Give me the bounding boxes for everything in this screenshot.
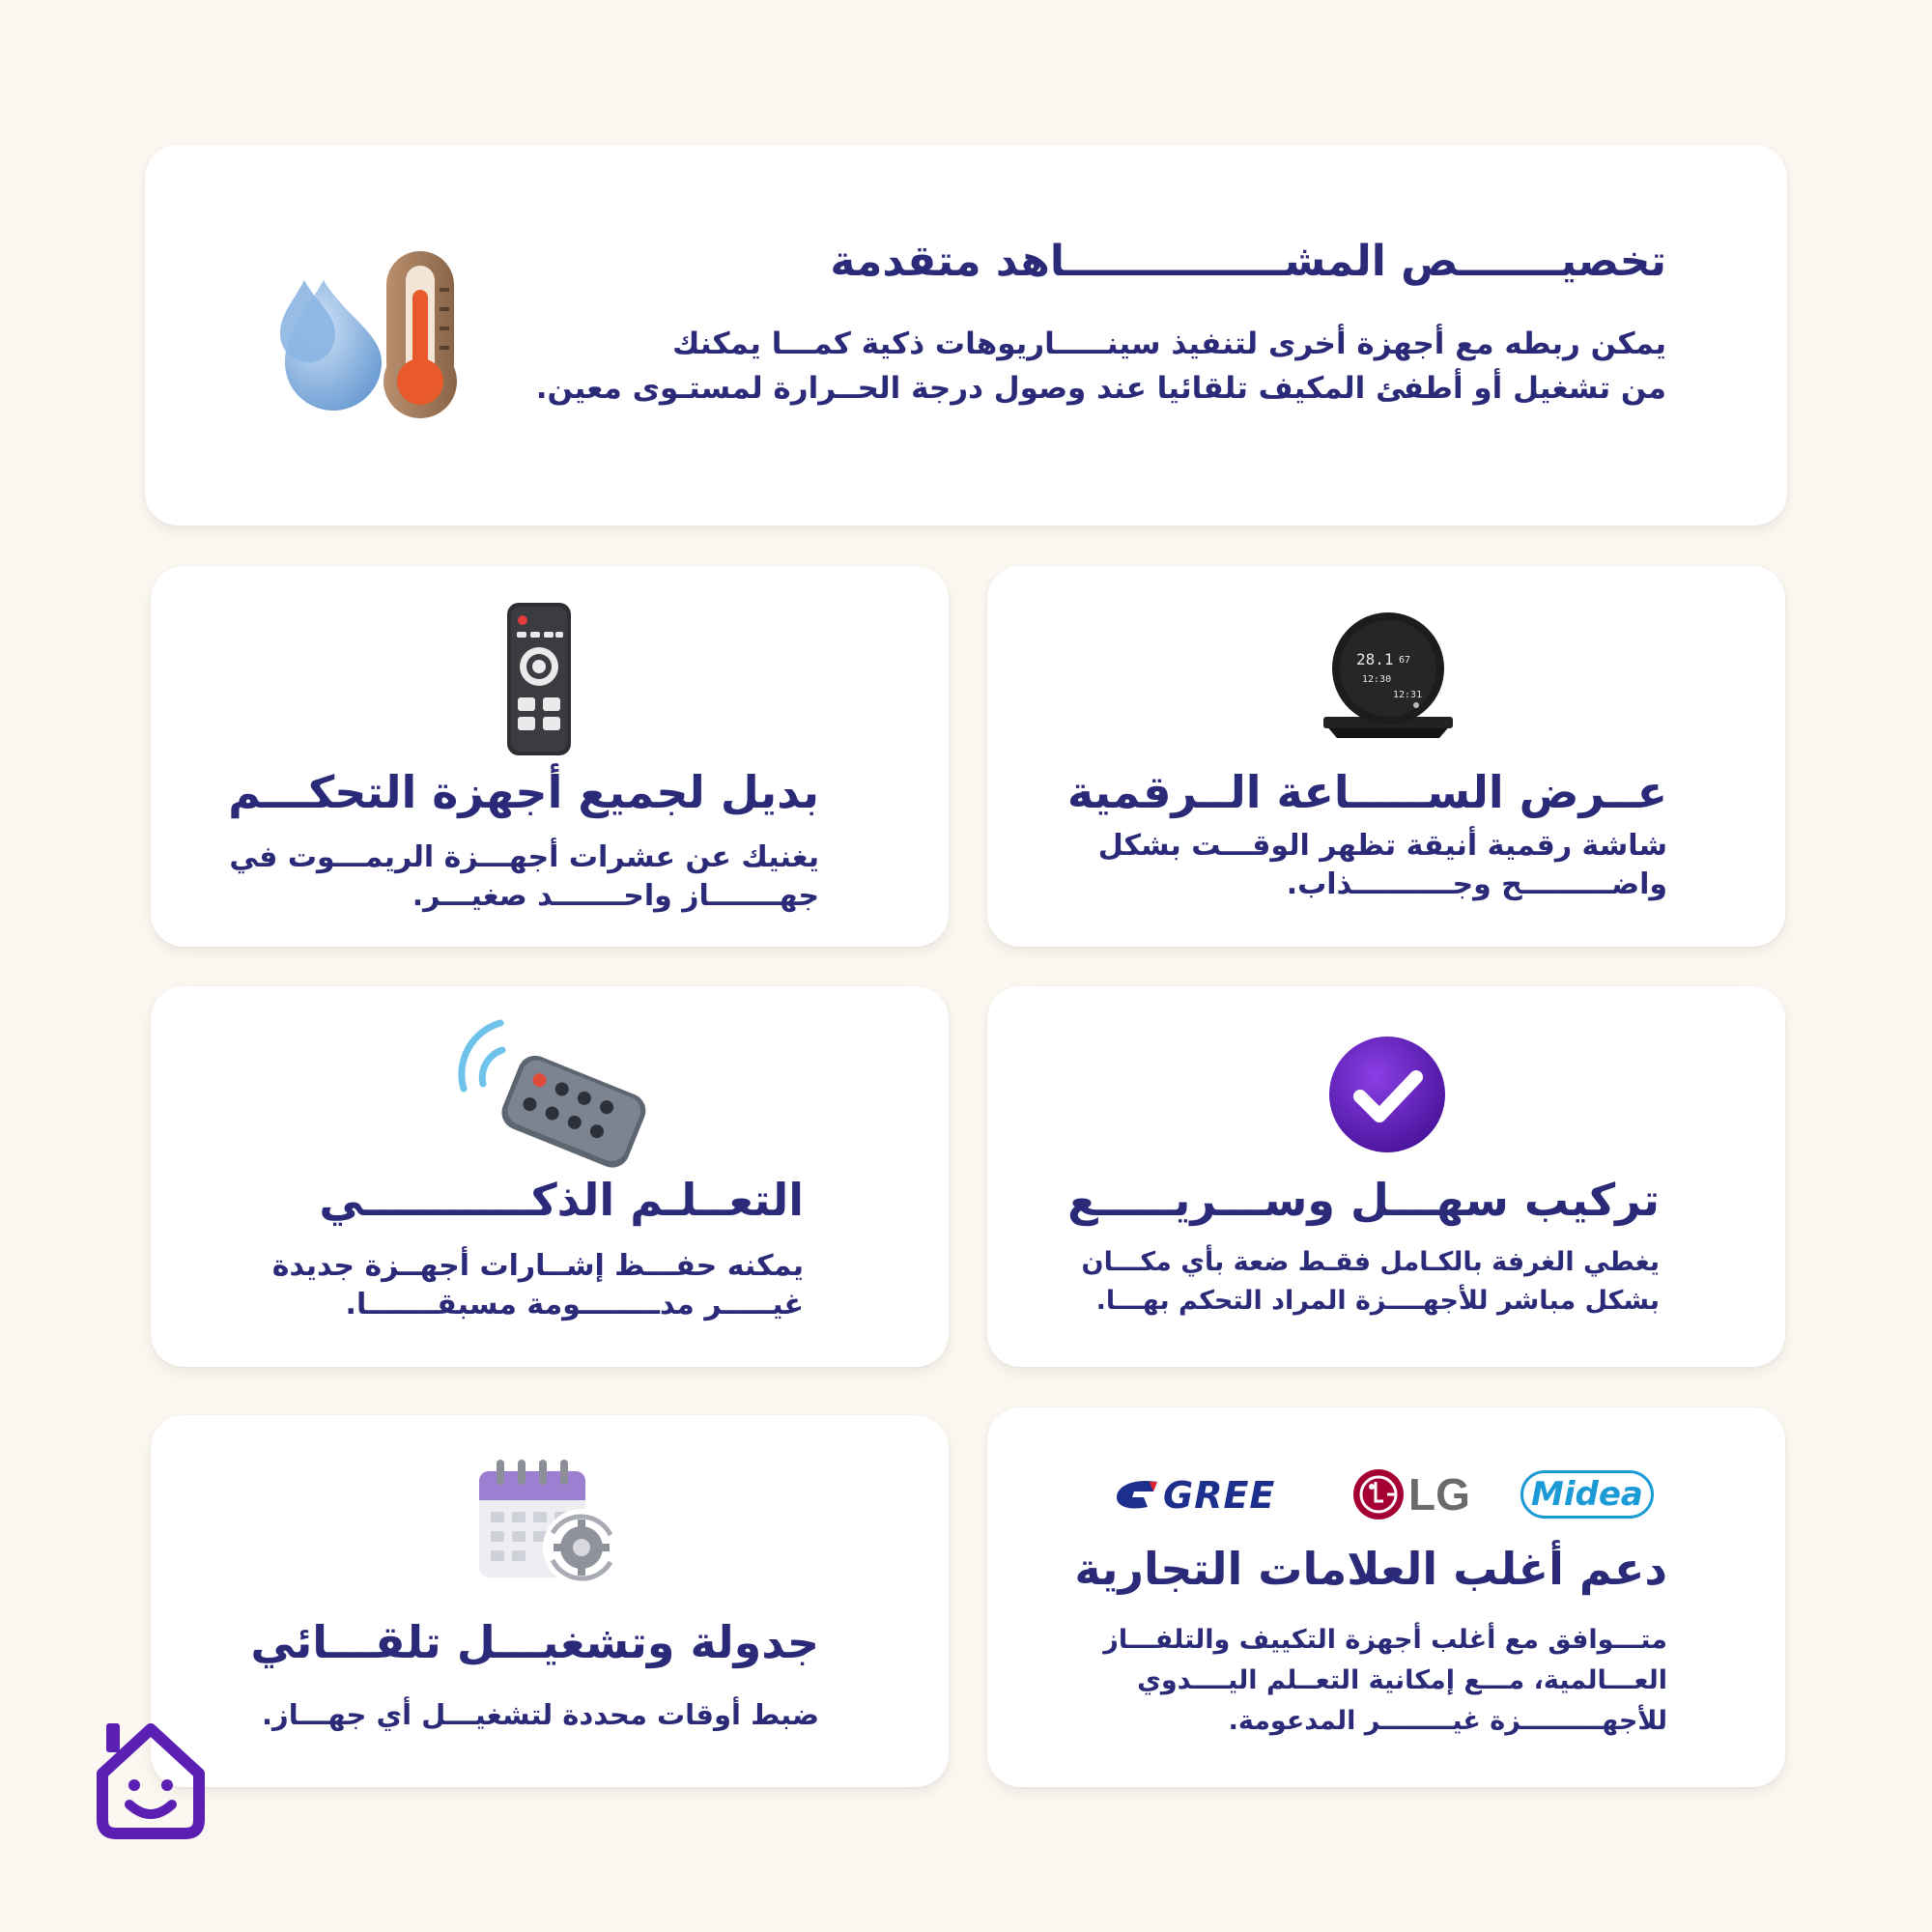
lg-logo (1352, 1467, 1470, 1521)
brands-title: دعم أغلب العلامات التجارية (1074, 1543, 1667, 1595)
brands-line-3: للأجهـــــــــزة غيــــــــر المدعومة. (1228, 1706, 1667, 1736)
brands-card (987, 1407, 1785, 1787)
replacement-line-1: يغنيك عن عشرات أجهـــزة الريمـــوت في (229, 840, 819, 874)
brands-line-2: العـــالمية، مـــع إمكانية التعــلم اليــــدوي (1137, 1665, 1667, 1695)
smart-home-logo-icon (93, 1716, 209, 1839)
digital-clock-device-icon (1316, 609, 1461, 744)
learning-line-2: غيـــــر مدــــــــومة مسبقـــــــا. (345, 1288, 804, 1321)
install-line-2: بشكل مباشر للأجهــــزة المراد التحكم بهـــا. (1095, 1286, 1660, 1316)
learning-title: التعــلـم الذكـــــــــــي (319, 1174, 804, 1226)
learning-description (272, 1247, 804, 1324)
schedule-card (151, 1415, 949, 1787)
gree-logo (1115, 1473, 1275, 1518)
install-title: تركيب سهـــل وســـريـــــع (1067, 1174, 1660, 1226)
brands-line-1: متـــوافق مع أغلب أجهزة التكييف والتلفـــاز (1103, 1625, 1667, 1655)
clock-description (1098, 827, 1667, 904)
remote-control-icon (503, 601, 576, 760)
scenes-description (536, 322, 1666, 411)
scenes-line-1: يمكن ربطه مع أجهزة أخرى لتنفيذ سينـــــاريوهات ذكية كمـــا يمكنك (671, 327, 1666, 361)
scenes-card (145, 145, 1787, 526)
calendar-gear-icon (475, 1456, 630, 1591)
install-description (1082, 1243, 1660, 1321)
clock-line-1: شاشة رقمية أنيقة تظهر الوقـــت بشكل (1097, 829, 1667, 863)
clock-title: عــرض الســـــاعة الــرقمية (1066, 766, 1667, 818)
brands-description (1103, 1620, 1667, 1742)
scenes-title: تخصيـــــــص المشـــــــــــــــاهد متقدمة (830, 237, 1666, 286)
ir-remote-signal-icon (454, 1011, 647, 1176)
replacement-description (229, 838, 819, 916)
check-circle-icon (1327, 1035, 1447, 1154)
schedule-line-1: ضبط أوقات محددة لتشغيـــل أي جهـــاز. (262, 1698, 819, 1731)
clock-screen-time: 12:30 (1362, 674, 1392, 685)
gree-wordmark: GREE (1163, 1474, 1276, 1517)
clock-screen-temp: 28.1 (1356, 650, 1394, 668)
clock-line-2: واضـــــــــح وجــــــــــذاب. (1286, 867, 1667, 901)
thermometer-water-drop-icon (266, 222, 488, 425)
scenes-line-2: من تشغيل أو أطفئ المكيف تلقائيا عند وصول درجة الحــرارة لمستـوى معين. (535, 371, 1666, 406)
gree-emblem-icon (1115, 1478, 1159, 1513)
replacement-card (151, 566, 949, 947)
learning-card (151, 986, 949, 1367)
learning-line-1: يمكنه حفـــظ إشــارات أجهــزة جديدة (271, 1249, 804, 1283)
midea-logo (1520, 1467, 1654, 1521)
schedule-description (262, 1695, 819, 1734)
lg-wordmark: LG (1408, 1469, 1470, 1520)
install-line-1: يغطي الغرفة بالكـامل فقـط ضعة بأي مكـــان (1081, 1247, 1660, 1277)
clock-screen-time-2: 12:31 (1393, 690, 1423, 700)
schedule-title: جدولة وتشغيـــل تلقـــائي (250, 1616, 819, 1668)
lg-emblem-icon (1352, 1468, 1405, 1520)
install-card (987, 986, 1785, 1367)
clock-screen-humidity: 67 (1399, 655, 1411, 666)
clock-card (987, 566, 1785, 947)
replacement-line-2: جهـــــــاز واحـــــــد صغيـــر. (412, 879, 819, 913)
replacement-title: بديل لجميع أجهزة التحكـــم (228, 766, 819, 818)
midea-wordmark: Midea (1520, 1470, 1654, 1519)
